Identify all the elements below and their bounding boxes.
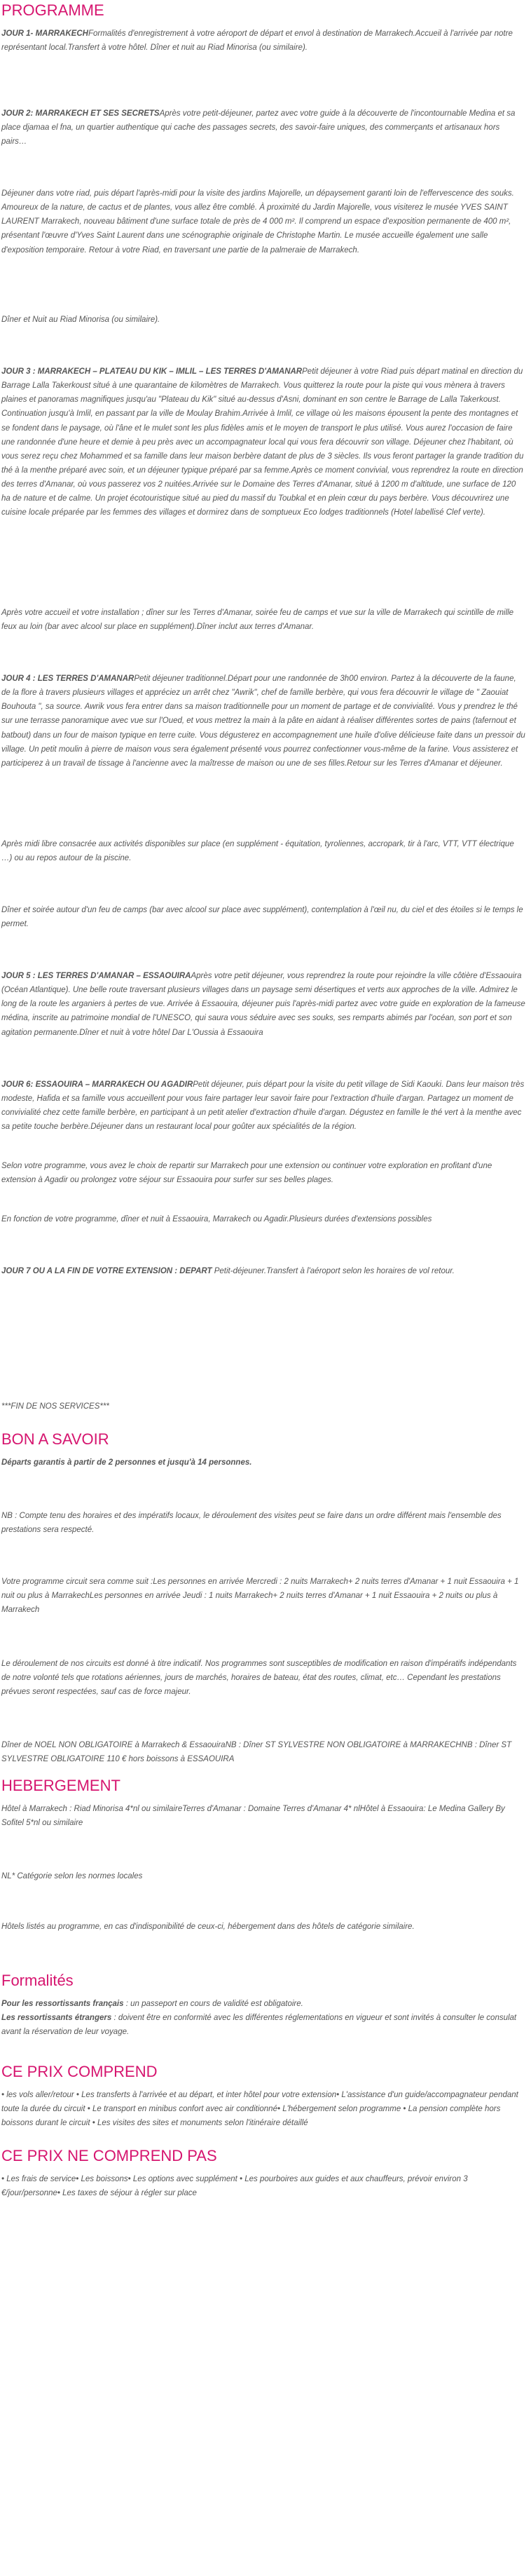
day-text: Petit déjeuner, puis départ pour la visite du petit village de Sidi Kaouki. Dans leur maison très modeste, Hafida et sa famille vous accueillent pour vous faire partager leur savoir faire pour l'extraction d'huile d'argan. Partagez un moment de convivialité chez cette famille berbère, en participant à un petit atelier d'extraction d'huile d'argan. Dégustez en famille le thé vert à la menthe avec sa petite touche berbère.Déjeuner dans un restaurant local pour goûter aux spécialités de la région. <box>1 1080 525 1132</box>
day-3-evening: Après votre accueil et votre installation ; dîner sur les Terres d'Amanar, soirée feu de camps et vue sur la ville de Marrakech qui scintille de mille feux au loin (bar avec alcool sur place en supplément).Dîner inclut aux terres d'Amanar. <box>1 609 514 632</box>
hotels-list: Hôtel à Marrakech : Riad Minorisa 4*nl ou similaireTerres d'Amanar : Domaine Terres d'Amanar 4* nlHôtel à Essaouira: Le Medina Gallery By Sofitel 5*nl ou similaire <box>1 1805 505 1828</box>
day-4-evening: Dîner et soirée autour d'un feu de camps (bar avec alcool sur place avec supplément), contemplation à l'œil nu, du ciel et des étoiles si le temps le permet. <box>1 906 523 929</box>
circuit-note: Votre programme circuit sera comme suit :Les personnes en arrivée Mercredi : 2 nuits Marrakech+ 2 nuits terres d'Amanar + 1 nuit Essaouira + 1 nuit ou plus à MarrakechLes personnes en arrivée Jeudi : 1 nuits Marrakech+ 2 nuits terres d'Amanar + 1 nuit Essaouira + 2 nuits ou plus à Marrakech <box>1 1578 519 1615</box>
nl-note: NL* Catégorie selon les normes locales <box>1 1872 143 1880</box>
day-2 <box>1 107 527 149</box>
day-4-afternoon: Après midi libre consacrée aux activités disponibles sur place (en supplément - équitation, tyroliennes, accropark, tir à l'arc, VTT, VTT électrique …) ou au repos autour de la piscine. <box>1 840 514 863</box>
day-title: JOUR 2: MARRAKECH ET SES SECRETS <box>1 109 160 118</box>
noel-note: Dîner de NOEL NON OBLIGATOIRE à Marrakech & EssaouiraNB : Dîner ST SYLVESTRE NON OBLIGATOIRE à MARRAKECHNB : Dîner ST SYLVESTRE OBLIGATOIRE 110 € hors boissons à ESSAOUIRA <box>1 1741 512 1764</box>
day-6 <box>1 1078 527 1134</box>
day-title: JOUR 6: ESSAOUIRA – MARRAKECH OU AGADIR <box>1 1080 193 1089</box>
nb-note: NB : Compte tenu des horaires et des impératifs locaux, le déroulement des visites peut se faire dans un ordre différent mais l'ensemble des prestations sera respecté. <box>1 1512 502 1535</box>
day-text: Petit déjeuner à votre Riad puis départ matinal en direction du Barrage Lalla Takerkoust situé à une quarantaine de kilomètres de Marrakech. Vous quitterez la route pour la piste qui vous mènera à travers plaines et panoramas magnifiques jusqu'au "Plateau du Kik" situé au-dessus d'Asni, dominant en son centre le Barrage de Lalla Takerkoust. Continuation jusqu'à Imlil, en passant par la ville de Moulay Brahim.Arrivée à Imlil, ce village où les maisons épousent la pente des montagnes et se fondent dans le paysage, où l'âne et le mulet sont les plus fidèles amis et le moyen de transport le plus utilisé. Vous aurez l'occasion de faire une randonnée d'une heure et demie à peu près avec un accompagnateur local qui vous fera découvrir son village. Déjeuner chez l'habitant, où vous serez reçu chez Mohammed et sa famille dans leur maison berbère datant de plus de 3 siècles. Ils vous feront partager la grande tradition du thé à la menthe préparé avec soin, et un déjeuner typique préparé par sa femme.Après ce moment convivial, vous reprendrez la route en direction des terres d'Amanar, où vous passerez vos 2 nuitées.Arrivée sur le Domaine des Terres d'Amanar, situé à 1200 m d'altitude, une surface de 120 ha de nature et de calme. Un projet écotouristique situé au pied du massif du Toubkal et en plein cœur du pays berbère. Vous découvrirez une cuisine locale préparée par les femmes des villages et dormirez dans de somptueux Eco lodges traditionnels (Hotel labellisé Clef verte). <box>1 367 524 517</box>
day-text: Petit-déjeuner.Transfert à l'aéroport selon les horaires de vol retour. <box>212 1267 455 1275</box>
day-text: Formalités d'enregistrement à votre aéroport de départ et envol à destination de Marrakech.Accueil à l'arrivée par notre représentant local.Transfert à votre hôtel. Dîner et nuit au Riad Minorisa (ou similaire). <box>1 29 513 53</box>
departs-garantis: Départs garantis à partir de 2 personnes et jusqu'à 14 personnes. <box>1 1458 252 1467</box>
day-2-afternoon: Déjeuner dans votre riad, puis départ l'après-midi pour la visite des jardins Majorelle, un dépaysement garanti loin de l'effervescence des souks. Amoureux de la nature, de cactus et de plantes, vous allez être comblé. À proximité du Jardin Majorelle, vous visiterez le musée YVES SAINT LAURENT Marrakech, nouveau bâtiment d'une surface totale de près de 4 000 m². Il comprend un espace d'exposition permanente de 400 m², présentant l'œuvre d'Yves Saint Laurent dans une scénographie originale de Christophe Martin. Le musée accueille également une salle d'exposition temporaire. Retour à votre Riad, en traversant une partie de la palmeraie de Marrakech. <box>1 189 514 255</box>
hotels-listes-note: Hôtels listés au programme, en cas d'indisponibilité de ceux-ci, hébergement dans des hôtels de catégorie similaire. <box>1 1923 415 1931</box>
day-title: JOUR 4 : LES TERRES D'AMANAR <box>1 674 135 683</box>
day-title: JOUR 7 OU A LA FIN DE VOTRE EXTENSION : DEPART <box>1 1267 212 1275</box>
day-text: Petit déjeuner traditionnel.Départ pour une randonnée de 3h00 environ. Partez à la découverte de la faune, de la flore à travers plusieurs villages et appréciez un arrêt chez "Awrik", chef de famille berbère, qui vous fera découvrir le village de " Zaouiat Bouhouta ", sa source. Awrik vous fera entrer dans sa maison traditionnelle pour un moment de partage et de convivialité. Vous y prendrez le thé sur une terrasse panoramique avec vue sur l'Oued, et vous mettrez la main à la pâte en aidant à réaliser différentes sortes de pains (tafernout et batbout) dans un four de maison typique en terre cuite. Vous dégusterez en accompagnement une huile d'olive délicieuse faite dans un pressoir du village. Un petit moulin à pierre de maison vous sera également présenté vous pourrez confectionner vous-même de la farine. Vous assisterez et participerez à un travail de tissage à l'ancienne avec la maîtresse de maison ou une de ses filles.Retour sur les Terres d'Amanar et déjeuner. <box>1 674 525 768</box>
day-4 <box>1 672 527 771</box>
day-6-extension: Selon votre programme, vous avez le choix de repartir sur Marrakech pour une extension ou continuer votre exploration en profitant d'une extension à Agadir ou prolongez votre séjour sur Essaouira pour surfer sur ses belles plages. <box>1 1162 492 1185</box>
day-2-evening: Dîner et Nuit au Riad Minorisa (ou similaire). <box>1 316 160 324</box>
formalites-heading: Formalités <box>1 1972 74 1989</box>
day-text: Après votre petit déjeuner, vous reprendrez la route pour rejoindre la ville côtière d'Essaouira (Océan Atlantique). Une belle route traversant plusieurs villages dans un paysage semi désertiques et verts aux approches de la ville. Admirez le long de la route les arganiers à pertes de vue. Arrivée à Essaouira, déjeuner puis l'après-midi partez avec votre guide en exploration de la fameuse médina, inscrite au patrimoine mondial de l'UNESCO, qui saura vous séduire avec ses souks, ses remparts abimés par l'océan, son port et son agitation permanente.Dîner et nuit à votre hôtel Dar L'Oussia à Essaouira <box>1 972 525 1037</box>
ce-prix-comprend-heading: CE PRIX COMPREND <box>1 2063 158 2080</box>
ce-prix-comprend-text: • les vols aller/retour • Les transferts à l'arrivée et au départ, et inter hôtel pour votre extension• L'assistance d'un guide/accompagnateur pendant toute la durée du circuit • Le transport en minibus confort avec air conditionné• L'hébergement selon programme • La pension complète hors boissons durant le circuit • Les visites des sites et monuments selon l'itinéraire détaillé <box>1 2091 518 2128</box>
fin-services: ***FIN DE NOS SERVICES*** <box>1 1402 109 1411</box>
formalites-text: Pour les ressortissants français : un passeport en cours de validité est obligatoire. Les ressortissants étrangers : doivent être en conformité avec les différentes réglementations en vigueur et sont invités à consulter le consulat avant la réservation de leur voyage. <box>1 2000 517 2037</box>
day-title: JOUR 5 : LES TERRES D'AMANAR – ESSAOUIRA <box>1 972 191 980</box>
day-title: JOUR 1- MARRAKECH <box>1 29 88 38</box>
bon-a-savoir-heading: BON A SAVOIR <box>1 1430 109 1448</box>
programme-heading: PROGRAMME <box>1 1 104 19</box>
day-text: Après votre petit-déjeuner, partez avec votre guide à la découverte de l'incontournable Medina et sa place djamaa el fna, un quartier authentique qui cache des passages secrets, des savoir-faire uniques, des commerçants et artisanaux hors pairs… <box>1 109 516 147</box>
ce-prix-ne-comprend-pas-text: • Les frais de service• Les boissons• Les options avec supplément • Les pourboires aux guides et aux chauffeurs, prévoir environ 3 €/jour/personne• Les taxes de séjour à régler sur place <box>1 2175 468 2198</box>
day-6-evening: En fonction de votre programme, dîner et nuit à Essaouira, Marrakech ou Agadir.Plusieurs durées d'extensions possibles <box>1 1215 432 1223</box>
day-3 <box>1 365 527 520</box>
day-1 <box>1 27 527 55</box>
hebergement-heading: HEBERGEMENT <box>1 1777 120 1794</box>
day-5 <box>1 969 527 1040</box>
day-7 <box>1 1264 527 1278</box>
ce-prix-ne-comprend-pas-heading: CE PRIX NE COMPREND PAS <box>1 2147 217 2164</box>
indicatif-note: Le déroulement de nos circuits est donné à titre indicatif. Nos programmes sont susceptibles de modification en raison d'impératifs indépendants de notre volonté tels que rotations aériennes, jours de marchés, horaires de bateau, état des routes, climat, etc… Cependant les prestations prévues seront respectées, sauf cas de force majeur. <box>1 1660 517 1697</box>
day-title: JOUR 3 : MARRAKECH – PLATEAU DU KIK – IMLIL – LES TERRES D'AMANAR <box>1 367 303 376</box>
